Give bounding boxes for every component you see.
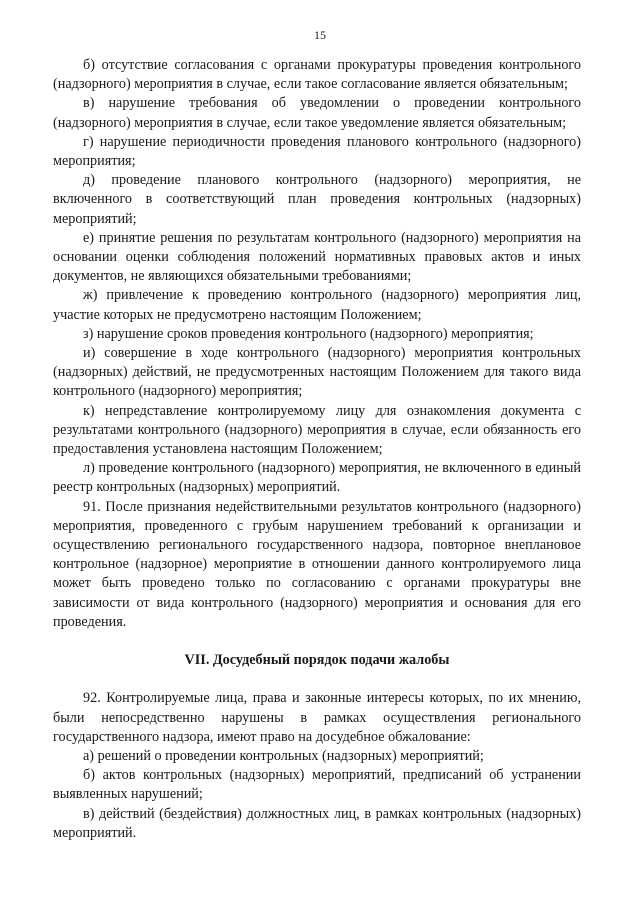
paragraph-item-l: л) проведение контрольного (надзорного) мероприятия, не включенного в единый реестр контрольных (надзорных) мероприятий.	[53, 460, 581, 496]
paragraph-item-zh: ж) привлечение к проведению контрольного (надзорного) мероприятия лиц, участие которых не предусмотрено настоящим Положением;	[53, 287, 581, 323]
paragraph-item-k: к) непредставление контролируемому лицу для ознакомления документа с результатами контрольного (надзорного) мероприятия в случае, если обязанность его предоставления установлена настоящим Положением;	[53, 402, 581, 458]
paragraph-clause-91: 91. После признания недействительными результатов контрольного (надзорного) мероприятия, проведенного с грубым нарушением требований к организации и осуществлению регионального государственного надзора, повторное внеплановое контрольное (надзорное) мероприятие в отношении данного контролируемого лица может быть проведено только по согласованию с органами прокуратуры вне зависимости от вида контрольного (надзорного) мероприятия и основания для его проведения.	[53, 498, 581, 630]
paragraph-item-b: б) отсутствие согласования с органами прокуратуры проведения контрольного (надзорного) мероприятия в случае, если такое согласование является обязательным;	[53, 57, 581, 93]
section-heading: VII. Досудебный порядок подачи жалобы	[184, 652, 450, 669]
paragraph-appeal-v: в) действий (бездействия) должностных лиц, в рамках контрольных (надзорных) мероприятий.	[53, 805, 581, 841]
paragraph-item-g: г) нарушение периодичности проведения планового контрольного (надзорного) мероприятия;	[53, 133, 581, 170]
paragraph-item-e: е) принятие решения по результатам контрольного (надзорного) мероприятия на основании оценки соблюдения положений нормативных правовых актов и иных документов, не являющихся обязательными требованиями;	[53, 229, 581, 285]
document-body	[53, 56, 581, 843]
paragraph-item-d: д) проведение планового контрольного (надзорного) мероприятия, не включенного в соответствующий план проведения контрольных (надзорных) мероприятий;	[53, 172, 581, 227]
paragraph-item-z: з) нарушение сроков проведения контрольного (надзорного) мероприятия;	[83, 325, 534, 342]
paragraph-clause-92: 92. Контролируемые лица, права и законные интересы которых, по их мнению, были непосредственно нарушены в рамках осуществления регионального государственного надзора, имеют право на досудебное обжалование:	[53, 690, 581, 745]
page-number: 15	[314, 28, 326, 42]
paragraph-item-i: и) совершение в ходе контрольного (надзорного) мероприятия контрольных (надзорных) действий, не предусмотренных настоящим Положением для такого вида контрольного (надзорного) мероприятия;	[53, 345, 581, 400]
paragraph-appeal-a: а) решений о проведении контрольных (надзорных) мероприятий;	[83, 747, 484, 764]
paragraph-appeal-b: б) актов контрольных (надзорных) мероприятий, предписаний об устранении выявленных нарушений;	[53, 767, 581, 803]
paragraph-item-v: в) нарушение требования об уведомлении о проведении контрольного (надзорного) мероприятия в случае, если такое уведомление является обязательным;	[53, 95, 581, 131]
